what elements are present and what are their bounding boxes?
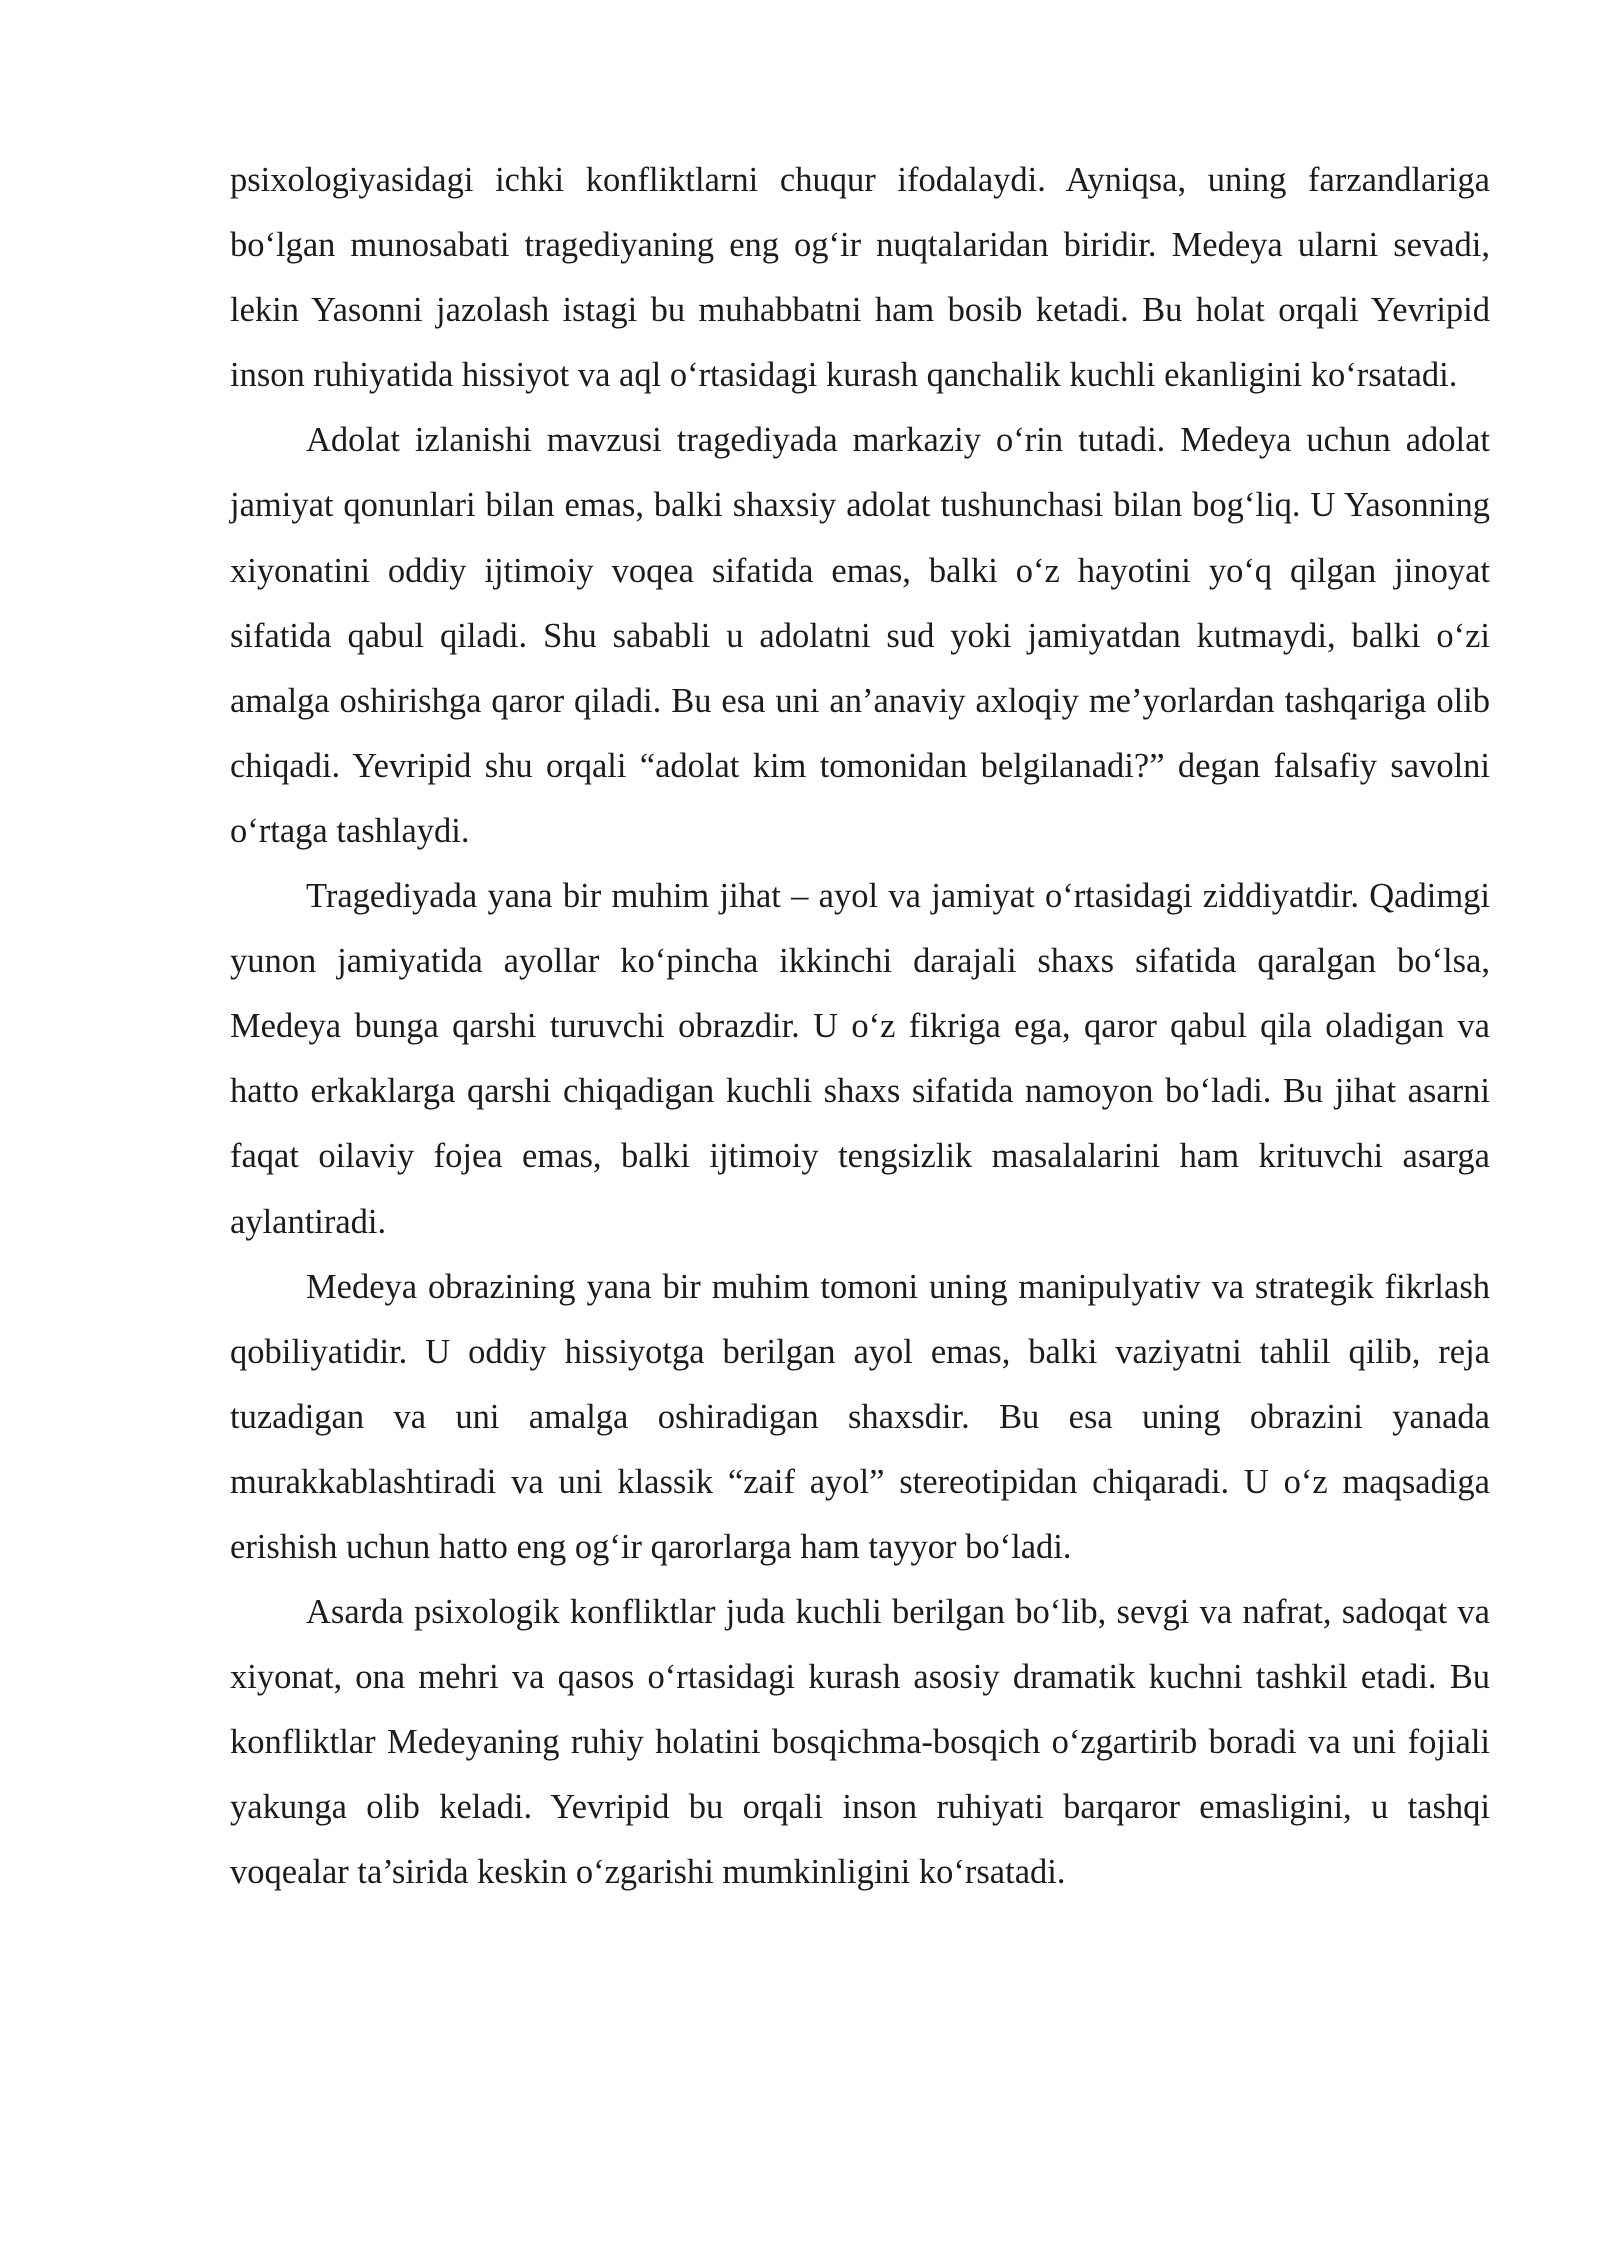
paragraph-5: Asarda psixologik konfliktlar juda kuchli berilgan bo‘lib, sevgi va nafrat, sadoqat va xiyonat, ona mehri va qasos o‘rtasidagi kurash asosiy dramatik kuchni tashkil etadi. Bu konfliktlar Medeyaning ruhiy holatini bosqichma-bosqich o‘zgartirib boradi va uni fojiali yakunga olib keladi. Yevripid bu orqali inson ruhiyati barqaror emasligini, u tashqi voqealar ta’sirida keskin o‘zgarishi mumkinligini ko‘rsatadi.: [230, 1593, 1490, 1892]
paragraph-1: psixologiyasidagi ichki konfliktlarni chuqur ifodalaydi. Ayniqsa, uning farzandlariga bo‘lgan munosabati tragediyaning eng og‘ir nuqtalaridan biridir. Medeya ularni sevadi, lekin Yasonni jazolash istagi bu muhabbatni ham bosib ketadi. Bu holat orqali Yevripid inson ruhiyatida hissiyot va aql o‘rtasidagi kurash qanchalik kuchli ekanligini ko‘rsatadi.: [230, 161, 1490, 395]
paragraph-2: Adolat izlanishi mavzusi tragediyada markaziy o‘rin tutadi. Medeya uchun adolat jamiyat qonunlari bilan emas, balki shaxsiy adolat tushunchasi bilan bog‘liq. U Yasonning xiyonatini oddiy ijtimoiy voqea sifatida emas, balki o‘z hayotini yo‘q qilgan jinoyat sifatida qabul qiladi. Shu sababli u adolatni sud yoki jamiyatdan kutmaydi, balki o‘zi amalga oshirishga qaror qiladi. Bu esa uni an’anaviy axloqiy me’yorlardan tashqariga olib chiqadi. Yevripid shu orqali “adolat kim tomonidan belgilanadi?” degan falsafiy savolni o‘rtaga tashlaydi.: [230, 421, 1490, 850]
paragraph-3: Tragediyada yana bir muhim jihat – ayol va jamiyat o‘rtasidagi ziddiyatdir. Qadimgi yunon jamiyatida ayollar ko‘pincha ikkinchi darajali shaxs sifatida qaralgan bo‘lsa, Medeya bunga qarshi turuvchi obrazdir. U o‘z fikriga ega, qaror qabul qila oladigan va hatto erkaklarga qarshi chiqadigan kuchli shaxs sifatida namoyon bo‘ladi. Bu jihat asarni faqat oilaviy fojea emas, balki ijtimoiy tengsizlik masalalarini ham krituvchi asarga aylantiradi.: [230, 877, 1490, 1241]
body-text: [230, 148, 1490, 1906]
paragraph-4: Medeya obrazining yana bir muhim tomoni uning manipulyativ va strategik fikrlash qobiliyatidir. U oddiy hissiyotga berilgan ayol emas, balki vaziyatni tahlil qilib, reja tuzadigan va uni amalga oshiradigan shaxsdir. Bu esa uning obrazini yanada murakkablashtiradi va uni klassik “zaif ayol” stereotipidan chiqaradi. U o‘z maqsadiga erishish uchun hatto eng og‘ir qarorlarga ham tayyor bo‘ladi.: [230, 1267, 1490, 1566]
